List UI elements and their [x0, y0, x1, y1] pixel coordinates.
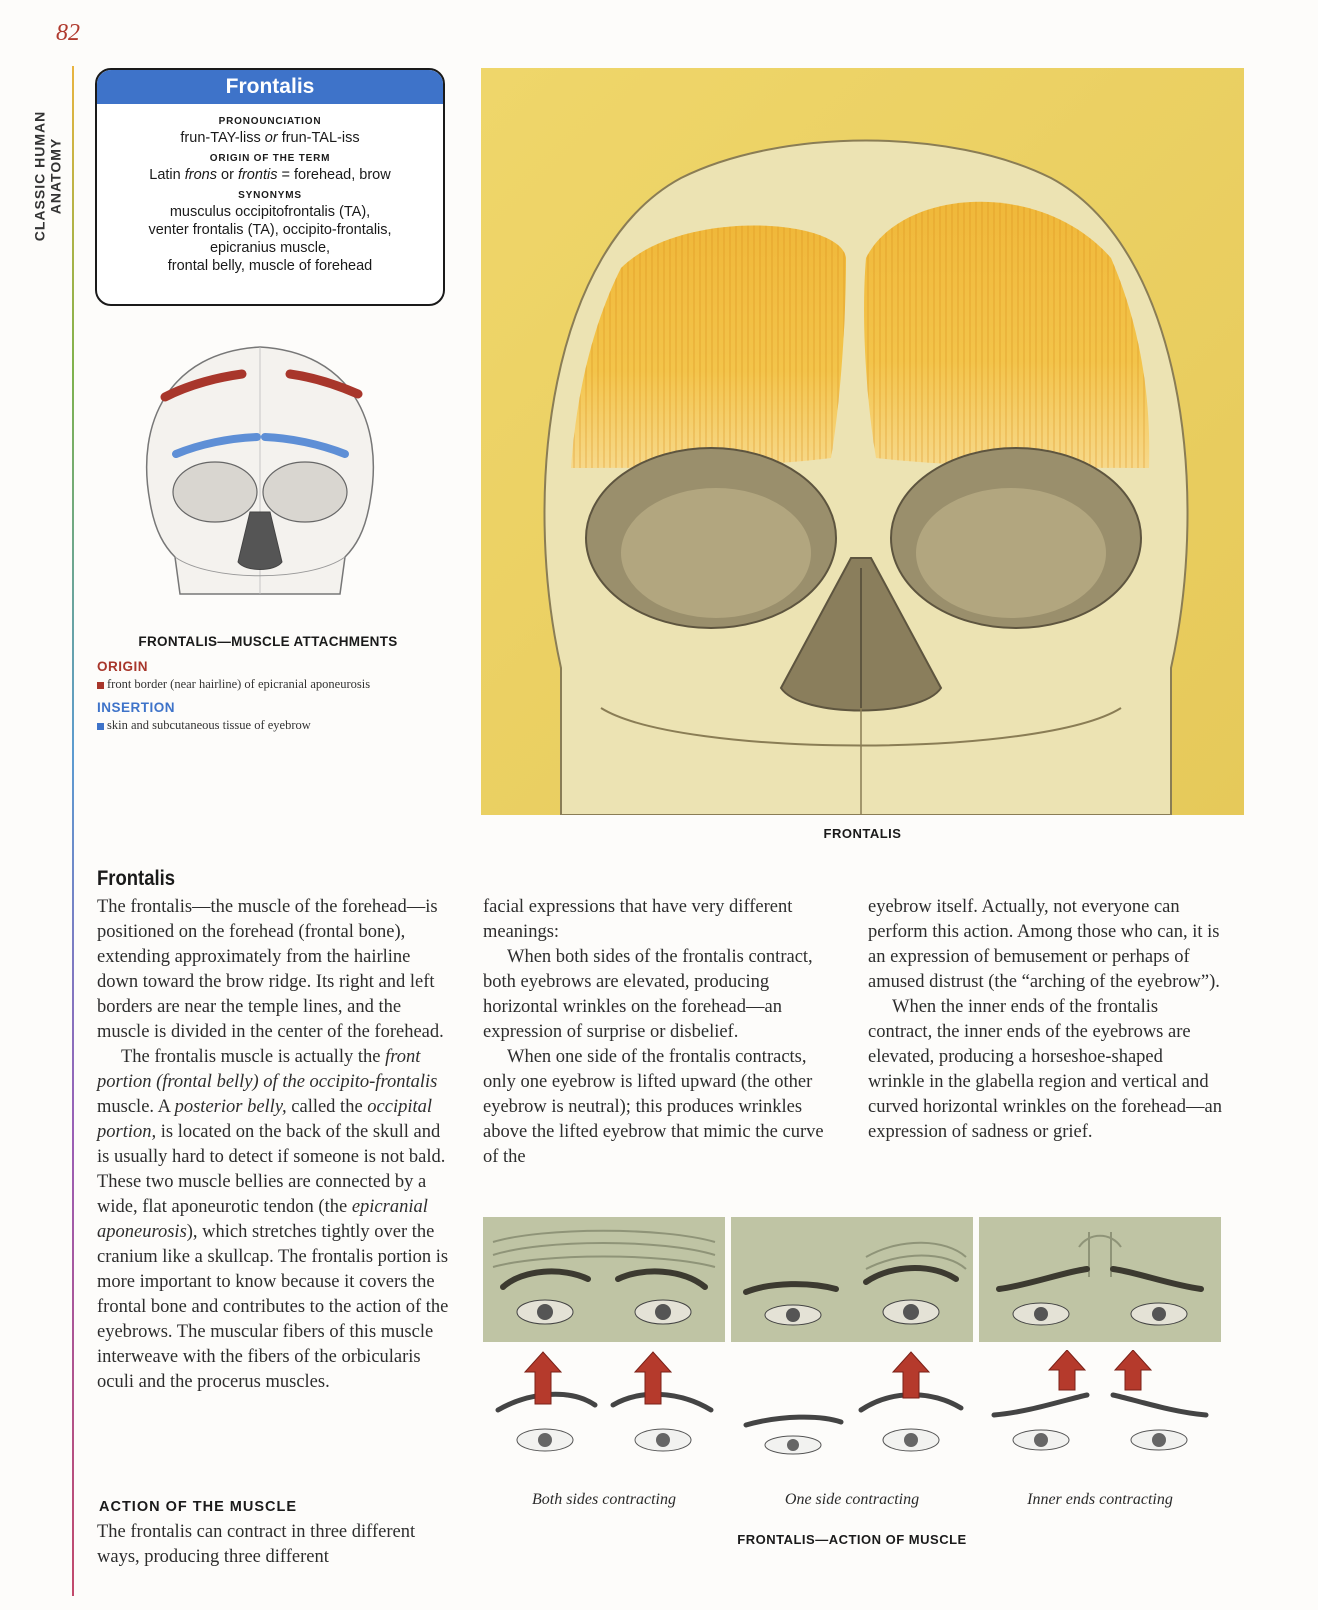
paragraph	[97, 1045, 449, 1395]
frontalis-main-illustration	[481, 68, 1244, 815]
text-run-italic: posterior belly,	[174, 1097, 287, 1117]
body-column-1	[97, 895, 449, 1395]
action-figures-caption: FRONTALIS—ACTION OF MUSCLE	[737, 1532, 967, 1547]
paragraph: When one side of the frontalis contracts, only one eyebrow is lifted upward (the other eyebrow is neutral); this produces wrinkles above the lifted eyebrow that mimic the curve of the	[483, 1047, 824, 1167]
paragraph: eyebrow itself. Actually, not everyone can perform this action. Among those who can, it is an expression of bemusement or perhaps of amused distrust (the “arching of the eyebrow”).	[868, 897, 1220, 992]
figure-caption-one: One side contracting	[784, 1491, 920, 1508]
photo-both-sides	[483, 1217, 725, 1342]
text-run: muscle. A	[97, 1097, 175, 1117]
paragraph: When the inner ends of the frontalis contract, the inner ends of the eyebrows are elevated, producing a horseshoe-shaped wrinkle in the glabella region and vertical and curved horizontal wrinkles on the forehead—an expression of sadness or grief.	[868, 997, 1222, 1142]
infobox-title: Frontalis	[97, 70, 443, 104]
origin-swatch	[97, 682, 104, 689]
attachments-caption: FRONTALIS—MUSCLE ATTACHMENTS	[138, 634, 398, 649]
origin-frontis: frontis	[237, 167, 278, 183]
photo-inner-ends	[979, 1217, 1221, 1342]
skull-attachment-illustration	[130, 332, 390, 602]
action-text: The frontalis can contract in three different ways, producing three different	[97, 1522, 416, 1567]
pronunciation-label: PRONOUNCIATION	[218, 116, 322, 127]
photo-one-side	[731, 1217, 973, 1342]
synonym-line: frontal belly, muscle of forehead	[167, 258, 373, 274]
up-arrow-icon	[1049, 1350, 1085, 1390]
insertion-swatch	[97, 723, 104, 730]
pronunciation-or: or	[264, 130, 278, 146]
origin-text-value: front border (near hairline) of epicranial aponeurosis	[107, 677, 371, 691]
figure-caption-both: Both sides contracting	[532, 1491, 676, 1508]
origin-frons: frons	[184, 167, 217, 183]
insertion-text	[97, 718, 311, 733]
margin-color-rule	[72, 66, 74, 1596]
text-run-italic: epicranial aponeurosis	[97, 1197, 428, 1242]
muscle-infobox	[95, 68, 445, 306]
origin-or: or	[217, 167, 238, 183]
text-run: The frontalis muscle is actually the	[121, 1047, 386, 1067]
paragraph: When both sides of the frontalis contract, both eyebrows are elevated, producing horizontal wrinkles on the forehead—an expression of surprise or disbelief.	[483, 947, 813, 1042]
infobox-body	[97, 104, 443, 275]
body-column-3	[868, 895, 1223, 1145]
pronunciation-text	[97, 129, 443, 147]
text-run: called the	[286, 1097, 368, 1117]
body-column-2	[483, 895, 833, 1170]
text-run-italic: front portion (frontal belly) of the occipito-frontalis	[97, 1047, 438, 1092]
up-arrow-icon	[893, 1352, 929, 1398]
figure-caption-inner: Inner ends contracting	[1027, 1491, 1173, 1508]
pronunciation-2: frun-TAL-iss	[281, 130, 360, 146]
origin-term-text	[97, 166, 443, 184]
sketch-both-sides	[483, 1350, 725, 1470]
insertion-label: INSERTION	[97, 700, 176, 715]
running-head: CLASSIC HUMAN ANATOMY	[31, 110, 64, 242]
section-title: Frontalis	[97, 867, 176, 890]
synonym-line: musculus occipitofrontalis (TA),	[169, 204, 371, 220]
synonym-line: epicranius muscle,	[209, 240, 331, 256]
action-heading: ACTION OF THE MUSCLE	[99, 1499, 298, 1515]
synonyms-label: SYNONYMS	[238, 190, 302, 201]
text-run-italic: occipital portion,	[97, 1097, 433, 1142]
insertion-text-value: skin and subcutaneous tissue of eyebrow	[107, 718, 311, 732]
page-number: 82	[56, 20, 80, 46]
synonym-line: venter frontalis (TA), occipito-frontalis,	[148, 222, 392, 238]
sketch-inner-ends	[979, 1350, 1221, 1470]
text-run: is located on the back of the skull and is usually hard to detect if someone is not bald. These two muscle bellies are connected by a wide, flat aponeurotic tendon (the	[97, 1122, 446, 1217]
origin-text	[97, 677, 370, 692]
text-run: ), which stretches tightly over the cranium like a skullcap. The frontalis portion is more important to know because it covers the frontal bone and contributes to the action of the eyebrows. The muscular fibers of this muscle interweave with the fibers of the orbicularis oculi and the procerus muscles.	[97, 1222, 449, 1392]
origin-suffix: = forehead, brow	[277, 167, 391, 183]
paragraph: facial expressions that have very different meanings:	[483, 897, 793, 942]
up-arrow-icon	[1115, 1350, 1151, 1390]
origin-prefix: Latin	[149, 167, 185, 183]
origin-term-label: ORIGIN OF THE TERM	[209, 153, 331, 164]
main-illustration-caption: FRONTALIS	[823, 826, 902, 841]
sketch-one-side	[731, 1350, 973, 1470]
origin-label: ORIGIN	[97, 659, 149, 674]
pronunciation-1: frun-TAY-liss	[180, 130, 261, 146]
paragraph: The frontalis—the muscle of the forehead—is positioned on the forehead (frontal bone), extending approximately from the hairline down toward the brow ridge. Its right and left borders are near the temple lines, and the muscle is divided in the center of the forehead.	[97, 897, 444, 1042]
